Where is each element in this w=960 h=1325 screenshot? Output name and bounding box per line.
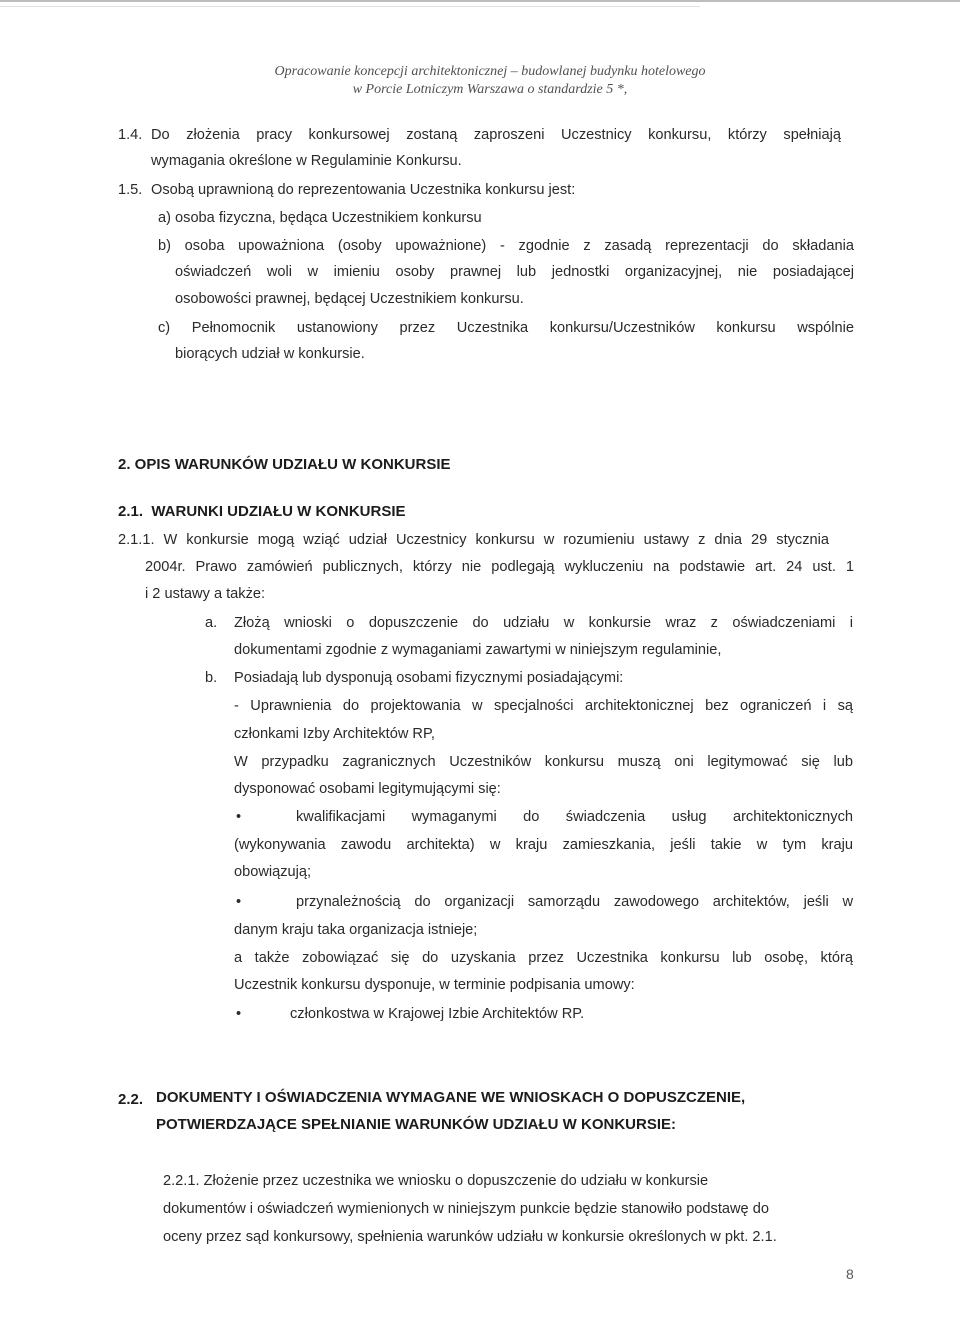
list-a-line-1: Złożą wnioski o dopuszczenie do udziału w konkursie wraz z oświadczeniami i — [234, 615, 853, 631]
list-b-line-3: członkami Izby Architektów RP, — [234, 726, 435, 742]
section-2-title: 2. OPIS WARUNKÓW UDZIAŁU W KONKURSIE — [118, 456, 451, 473]
bullet-2: • — [236, 894, 242, 910]
section-2-2-title-line-2: POTWIERDZAJĄCE SPEŁNIANIE WARUNKÓW UDZIAŁU W KONKURSIE: — [156, 1116, 676, 1133]
bullet-2-line-1: przynależnością do organizacji samorządu zawodowego architektów, jeśli w — [296, 894, 853, 910]
list-marker-b: b. — [205, 670, 218, 686]
top-rule — [0, 0, 960, 2]
section-2-2-number: 2.2. — [118, 1091, 144, 1108]
bullet-1-line-1: kwalifikacjami wymaganymi do świadczenia usług architektonicznych — [296, 809, 853, 825]
section-2-1-title: 2.1. WARUNKI UDZIAŁU W KONKURSIE — [118, 503, 406, 520]
list-b-line-1: Posiadają lub dysponują osobami fizycznymi posiadającymi: — [234, 670, 624, 686]
bullet-3: • — [236, 1006, 242, 1022]
item-a: a) osoba fizyczna, będąca Uczestnikiem konkursu — [158, 210, 482, 226]
section-1-4-line-1: Do złożenia pracy konkursowej zostaną zaproszeni Uczestnicy konkursu, którzy spełniają — [151, 127, 841, 143]
list-b-line-2: - Uprawnienia do projektowania w specjalności architektonicznej bez ograniczeń i są — [234, 698, 853, 714]
top-rule-thin — [0, 6, 700, 7]
list-b-line-5: dysponować osobami legitymującymi się: — [234, 781, 501, 797]
list-b-line-7: Uczestnik konkursu dysponuje, w terminie podpisania umowy: — [234, 977, 635, 993]
item-c-line-1: c) Pełnomocnik ustanowiony przez Uczestnika konkursu/Uczestników konkursu wspólnie — [158, 320, 854, 336]
p-2-2-1-line-1: 2.2.1. Złożenie przez uczestnika we wniosku o dopuszczenie do udziału w konkursie — [163, 1173, 709, 1189]
list-marker-a: a. — [205, 615, 218, 631]
item-b-line-1: b) osoba upoważniona (osoby upoważnione) - zgodnie z zasadą reprezentacji do składania — [158, 238, 854, 254]
p-2-2-1-line-2: dokumentów i oświadczeń wymienionych w niniejszym punkcie będzie stanowiło podstawę do — [163, 1201, 769, 1217]
list-a-line-2: dokumentami zgodnie z wymaganiami zawartymi w niniejszym regulaminie, — [234, 642, 722, 658]
section-1-4-line-2: wymagania określone w Regulaminie Konkursu. — [151, 153, 462, 169]
item-b-line-3: osobowości prawnej, będącej Uczestnikiem konkursu. — [175, 291, 524, 307]
p-2-1-1-line-2: 2004r. Prawo zamówień publicznych, którzy nie podlegają wykluczeniu na podstawie art. 24 ust. 1 — [145, 559, 854, 575]
item-b-line-2: oświadczeń woli w imieniu osoby prawnej lub jednostki organizacyjnej, nie posiadającej — [175, 264, 854, 280]
page-number: 8 — [846, 1266, 854, 1282]
section-2-2-title-line-1: DOKUMENTY I OŚWIADCZENIA WYMAGANE WE WNIOSKACH O DOPUSZCZENIE, — [156, 1089, 746, 1106]
p-2-1-1-line-1: 2.1.1. W konkursie mogą wziąć udział Uczestnicy konkursu w rozumieniu ustawy z dnia 29 stycznia — [118, 532, 829, 548]
list-b-line-4: W przypadku zagranicznych Uczestników konkursu muszą oni legitymować się lub — [234, 754, 853, 770]
bullet-2-line-2: danym kraju taka organizacja istnieje; — [234, 922, 478, 938]
p-2-1-1-line-3: i 2 ustawy a także: — [145, 586, 266, 602]
item-c-line-2: biorących udział w konkursie. — [175, 346, 365, 362]
section-1-5-text: Osobą uprawnioną do reprezentowania Uczestnika konkursu jest: — [151, 182, 576, 198]
bullet-1-line-3: obowiązują; — [234, 864, 312, 880]
bullet-1-line-2: (wykonywania zawodu architekta) w kraju zamieszkania, jeśli takie w tym kraju — [234, 837, 853, 853]
header-line-2: w Porcie Lotniczym Warszawa o standardzie 5 *, — [352, 82, 628, 97]
section-1-4-number: 1.4. — [118, 127, 143, 143]
p-2-2-1-line-3: oceny przez sąd konkursowy, spełnienia warunków udziału w konkursie określonych w pkt. 2.1. — [163, 1229, 777, 1245]
bullet-1: • — [236, 809, 242, 825]
bullet-3-text: członkostwa w Krajowej Izbie Architektów RP. — [290, 1006, 585, 1022]
list-b-line-6: a także zobowiązać się do uzyskania przez Uczestnika konkursu lub osobę, którą — [234, 950, 853, 966]
section-1-5-number: 1.5. — [118, 182, 143, 198]
header-line-1: Opracowanie koncepcji architektonicznej – budowlanej budynku hotelowego — [274, 64, 706, 79]
